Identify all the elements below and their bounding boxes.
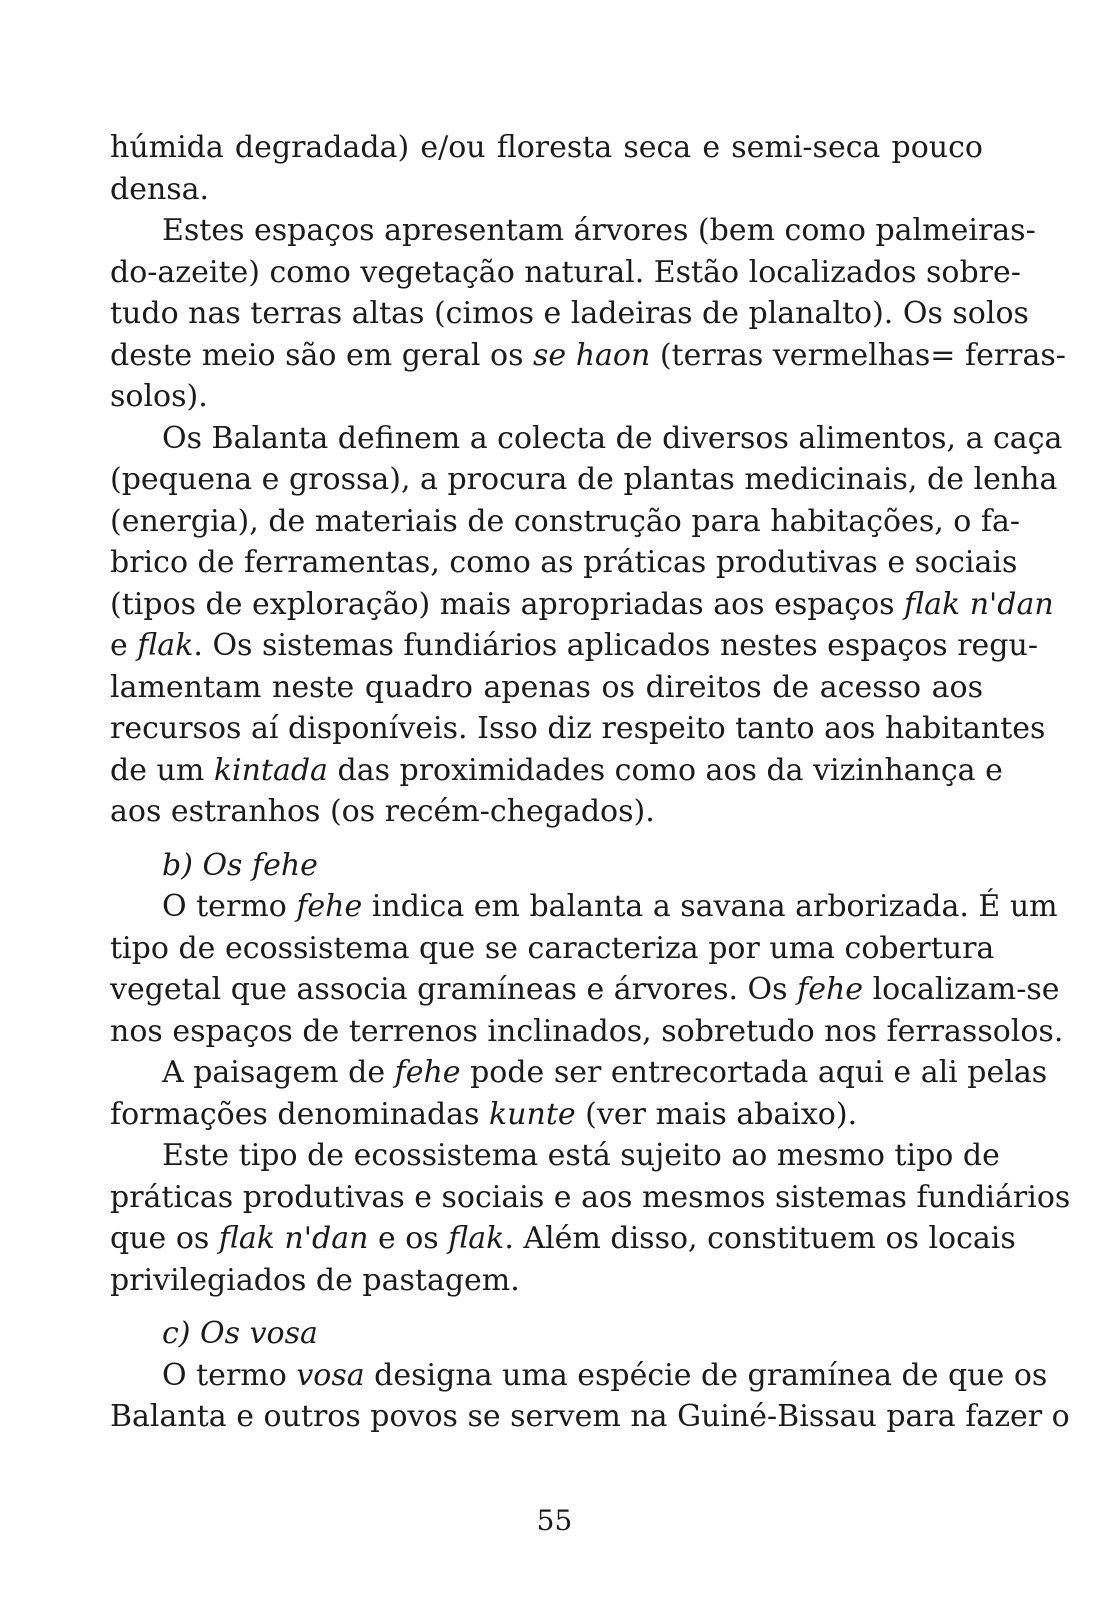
text-line: do-azeite) como vegetação natural. Estão localizados sobre- — [110, 254, 1021, 290]
text-line: lamentam neste quadro apenas os direitos de acesso aos — [110, 669, 983, 705]
italic-term: kunte — [489, 1096, 576, 1132]
section-heading: b) Os fehe — [162, 847, 318, 883]
text-line: e flak. Os sistemas fundiários aplicados nestes espaços regu- — [110, 628, 1038, 663]
text-line: Este tipo de ecossistema está sujeito ao mesmo tipo de — [162, 1138, 1000, 1173]
italic-term: kintada — [213, 752, 328, 788]
text-line: Balanta e outros povos se servem na Guiné-Bissau para fazer o — [110, 1399, 1070, 1434]
page-number: 55 — [536, 1504, 573, 1537]
text-line: tudo nas terras altas (cimos e ladeiras de planalto). Os solos — [110, 296, 1029, 331]
text-line: densa. — [110, 171, 210, 207]
text-line: O termo fehe indica em balanta a savana arborizada. É um — [162, 889, 1058, 924]
text-line: O termo vosa designa uma espécie de gramínea de que os — [162, 1357, 1048, 1393]
text-line: tipo de ecossistema que se caracteriza por uma cobertura — [110, 930, 995, 966]
italic-term: flak — [137, 628, 194, 663]
text-line: húmida degradada) e/ou floresta seca e semi-seca pouco — [110, 130, 983, 165]
text-line: (tipos de exploração) mais apropriadas aos espaços flak n'dan — [110, 586, 1054, 622]
text-line: A paisagem de fehe pode ser entrecortada aqui e ali pelas — [162, 1055, 1048, 1090]
italic-term: vosa — [296, 1357, 365, 1393]
text-line: privilegiados de pastagem. — [110, 1262, 520, 1298]
text-line: solos). — [110, 379, 208, 414]
text-line: aos estranhos (os recém-chegados). — [110, 794, 655, 829]
italic-term: fehe — [394, 1055, 461, 1090]
italic-term: flak n'dan — [904, 586, 1054, 622]
section-heading: c) Os vosa — [162, 1316, 318, 1351]
text-line: (pequena e grossa), a procura de plantas medicinais, de lenha — [110, 462, 1058, 497]
italic-term: flak — [448, 1221, 505, 1256]
text-line: Os Balanta definem a colecta de diversos alimentos, a caça — [162, 420, 1063, 456]
text-line: deste meio são em geral os se haon (terras vermelhas= ferras- — [110, 337, 1066, 373]
text-line: recursos aí disponíveis. Isso diz respeito tanto aos habitantes — [110, 711, 1046, 746]
italic-term: fehe — [296, 889, 363, 924]
text-line: Estes espaços apresentam árvores (bem como palmeiras- — [162, 213, 1036, 248]
body-text — [110, 127, 1071, 1438]
text-line: de um kintada das proximidades como aos da vizinhança e — [110, 752, 1003, 788]
text-line: brico de ferramentas, como as práticas produtivas e sociais — [110, 545, 1018, 580]
text-line: formações denominadas kunte (ver mais abaixo). — [110, 1096, 858, 1132]
text-line: que os flak n'dan e os flak. Além disso, constituem os locais — [110, 1221, 1016, 1256]
text-line: (energia), de materiais de construção para habitações, o fa- — [110, 503, 1021, 539]
text-line: nos espaços de terrenos inclinados, sobretudo nos ferrassolos. — [110, 1013, 1064, 1049]
text-line: vegetal que associa gramíneas e árvores. Os fehe localizam-se — [110, 972, 1060, 1007]
italic-term: flak n'dan — [218, 1221, 369, 1256]
text-line: práticas produtivas e sociais e aos mesmos sistemas fundiários — [110, 1179, 1071, 1215]
italic-term: se haon — [533, 337, 651, 373]
italic-term: fehe — [797, 972, 864, 1007]
